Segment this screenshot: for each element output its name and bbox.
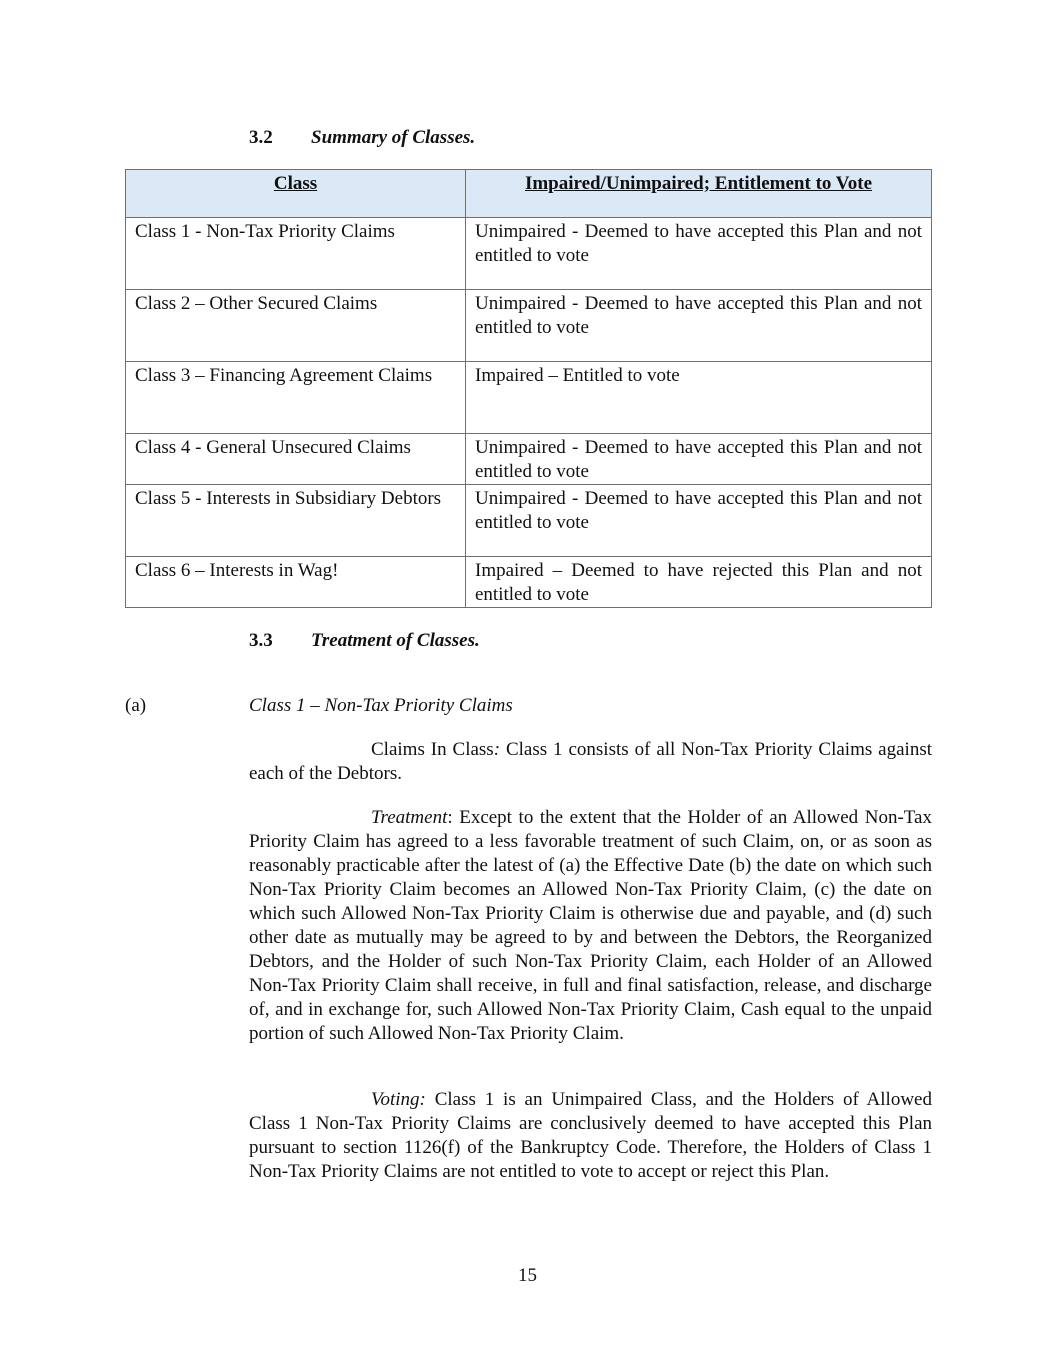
voting-paragraph (249, 1088, 932, 1184)
table-row (126, 434, 932, 485)
table-row (126, 362, 932, 434)
table-row (126, 557, 932, 608)
section-number: 3.2 (249, 127, 273, 148)
voting-text: Class 1 is an Unimpaired Class, and the Holders of Allowed Class 1 Non-Tax Priority Claims are conclusively deemed to have accepted this Plan pursuant to section 1126(f) of the Bankruptcy Code. Therefore, the Holders of Class 1 Non-Tax Priority Claims are not entitled to vote to accept or reject this Plan. (249, 1089, 932, 1182)
status-cell: Unimpaired - Deemed to have accepted this Plan and not entitled to vote (466, 218, 932, 290)
table-row (126, 290, 932, 362)
subsection-title: Class 1 – Non-Tax Priority Claims (249, 695, 513, 716)
status-cell: Unimpaired - Deemed to have accepted this Plan and not entitled to vote (466, 434, 932, 485)
claims-in-class-colon: : (493, 739, 501, 760)
section-title: Summary of Classes. (311, 127, 476, 148)
class-cell: Class 2 – Other Secured Claims (126, 290, 466, 362)
class-cell: Class 1 - Non-Tax Priority Claims (126, 218, 466, 290)
section-title: Treatment of Classes. (311, 630, 480, 651)
section-3-2-heading (249, 127, 475, 149)
treatment-text: : Except to the extent that the Holder of an Allowed Non-Tax Priority Claim has agreed to a less favorable treatment of such Claim, on, or as soon as reasonably practicable after the latest of (a) the Effective Date (b) the date on which such Non-Tax Priority Claim becomes an Allowed Non-Tax Priority Claim, (c) the date on which such Allowed Non-Tax Priority Claim is otherwise due and payable, and (d) such other date as mutually may be agreed to by and between the Debtors, the Reorganized Debtors, and the Holder of such Non-Tax Priority Claim, each Holder of an Allowed Non-Tax Priority Claim shall receive, in full and final satisfaction, release, and discharge of, and in exchange for, such Allowed Non-Tax Priority Claim, Cash equal to the unpaid portion of such Allowed Non-Tax Priority Claim. (249, 807, 932, 1044)
column-header-status: Impaired/Unimpaired; Entitlement to Vote (466, 170, 932, 218)
table-row (126, 218, 932, 290)
section-number: 3.3 (249, 630, 273, 651)
section-3-3-heading (249, 630, 480, 652)
class-cell: Class 3 – Financing Agreement Claims (126, 362, 466, 434)
subsection-label: (a) (125, 695, 147, 716)
voting-label: Voting: (371, 1089, 426, 1110)
table-header-row (126, 170, 932, 218)
treatment-paragraph (249, 806, 932, 1046)
status-cell: Unimpaired - Deemed to have accepted this Plan and not entitled to vote (466, 290, 932, 362)
status-cell: Impaired – Entitled to vote (466, 362, 932, 434)
page-number: 15 (518, 1265, 537, 1286)
class-cell: Class 5 - Interests in Subsidiary Debtors (126, 485, 466, 557)
status-cell: Impaired – Deemed to have rejected this Plan and not entitled to vote (466, 557, 932, 608)
claims-in-class-paragraph (249, 738, 932, 786)
summary-of-classes-table (125, 169, 932, 608)
status-cell: Unimpaired - Deemed to have accepted this Plan and not entitled to vote (466, 485, 932, 557)
treatment-label: Treatment (371, 807, 448, 828)
claims-in-class-label: Claims In Class (371, 739, 494, 760)
column-header-class: Class (126, 170, 466, 218)
class-cell: Class 4 - General Unsecured Claims (126, 434, 466, 485)
claims-in-class-text: Class 1 consists of all Non-Tax Priority Claims against each of the Debtors. (249, 739, 933, 784)
table-row (126, 485, 932, 557)
class-cell: Class 6 – Interests in Wag! (126, 557, 466, 608)
